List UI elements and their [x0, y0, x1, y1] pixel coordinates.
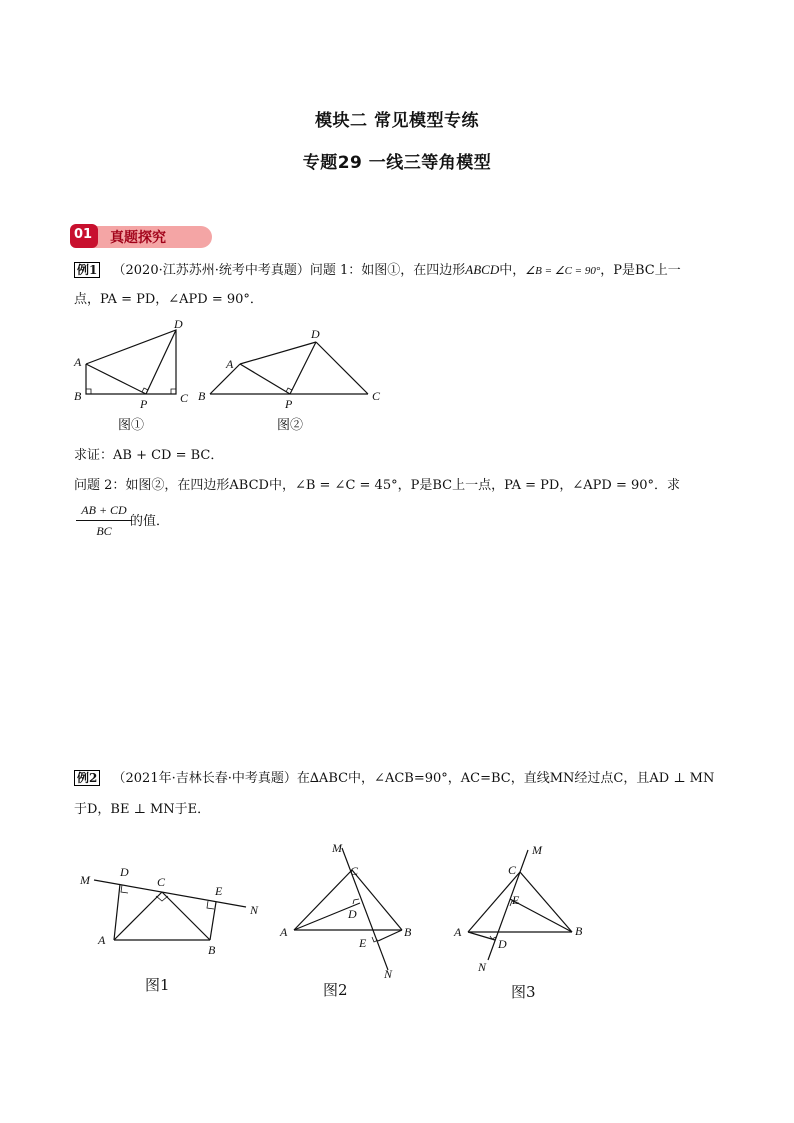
ex2f3-label-d: D — [498, 937, 507, 951]
example2-text: （2021年·吉林长春·中考真题）在∆ABC中，∠ACB=90°，AC=BC，直线MN经过点C，且AD ⊥ MN — [112, 771, 715, 786]
example1-source: （2020·江苏苏州·统考中考真题） — [112, 263, 310, 278]
example1-quad: ABCD — [465, 262, 500, 277]
fraction-numerator: AB + CD — [81, 503, 127, 517]
ex1-figure2 — [196, 322, 391, 414]
ex2f2-label-a: A — [280, 925, 288, 939]
module-title: 模块二 常见模型专练 — [315, 111, 479, 131]
section-label: 真题探究 — [110, 230, 166, 246]
ex1f1-label-a: A — [74, 355, 82, 369]
example1-line2: 点，PA = PD，∠APD = 90°． — [74, 292, 263, 307]
example2-line2: 于D，BE ⊥ MN于E． — [74, 802, 211, 817]
ex2f1-label-n: N — [250, 903, 259, 917]
example2-tag: 例2 — [74, 770, 100, 786]
ex2f1-label-a: A — [98, 933, 106, 947]
ex1f2-label-p: P — [285, 397, 293, 411]
fraction-tail: 的值． — [130, 514, 170, 529]
ex1f1-label-b: B — [74, 389, 82, 403]
example1-line1 — [74, 260, 734, 281]
section-number: 01 — [74, 227, 93, 242]
ex1-figure1 — [70, 316, 200, 416]
ex1f1-label-p: P — [140, 397, 148, 411]
ex2f1-label-e: E — [215, 884, 223, 898]
ex1f2-label-b: B — [198, 389, 206, 403]
ex2f2-label-c: C — [350, 864, 359, 878]
example1-prove: 求证：AB + CD = BC． — [74, 448, 224, 463]
ex2f2-label-d: D — [348, 907, 357, 921]
example1-question2: 问题 2：如图②，在四边形ABCD中，∠B = ∠C = 45°，P是BC上一点，PA = PD，∠APD = 90°．求 — [74, 478, 681, 493]
ex1f2-label-a: A — [226, 357, 234, 371]
example2-line1 — [74, 768, 734, 789]
ex1f2-label-d: D — [311, 327, 320, 341]
ex2f2-label-b: B — [404, 925, 412, 939]
fraction-denominator: BC — [76, 520, 132, 541]
example1-text-b: 中， — [499, 263, 526, 278]
ex2f1-label-d: D — [120, 865, 129, 879]
ex2-figure2 — [276, 838, 426, 983]
ex1-fig2-caption: 图② — [277, 418, 304, 433]
ex2f3-label-b: B — [575, 924, 583, 938]
example1-angle-cond: ∠B = ∠C = 90° — [525, 265, 601, 277]
ex2-figure1 — [76, 858, 276, 968]
ex2f1-label-b: B — [208, 943, 216, 957]
ex2-fig2-caption: 图2 — [323, 981, 348, 999]
section-banner — [70, 222, 215, 250]
ex2f3-label-e: E — [512, 893, 520, 907]
ex2-figure3 — [448, 838, 598, 983]
ex2f3-label-m: M — [532, 843, 542, 857]
ex2-fig1-caption: 图1 — [145, 976, 170, 994]
ex2f2-label-m: M — [332, 841, 342, 855]
ex2f3-label-n: N — [478, 960, 487, 974]
ex1f1-label-d: D — [174, 317, 183, 331]
ex2f2-label-e: E — [359, 936, 367, 950]
example1-tag: 例1 — [74, 262, 100, 278]
ex2-fig3-caption: 图3 — [511, 983, 536, 1001]
ex2f1-label-m: M — [80, 873, 90, 887]
ex1-fig1-caption: 图① — [118, 418, 145, 433]
ex2f1-label-c: C — [157, 875, 166, 889]
example1-text-a: 问题 1：如图①，在四边形 — [309, 263, 466, 278]
ex2f3-label-a: A — [454, 925, 462, 939]
example1-text-c: ，P是BC上一 — [600, 263, 681, 278]
ex2f2-label-n: N — [384, 967, 393, 981]
ex1f1-label-c: C — [180, 391, 189, 405]
ex2f3-label-c: C — [508, 863, 517, 877]
ex1f2-label-c: C — [372, 389, 381, 403]
fraction — [74, 500, 134, 541]
topic-title: 专题29 一线三等角模型 — [302, 153, 492, 173]
